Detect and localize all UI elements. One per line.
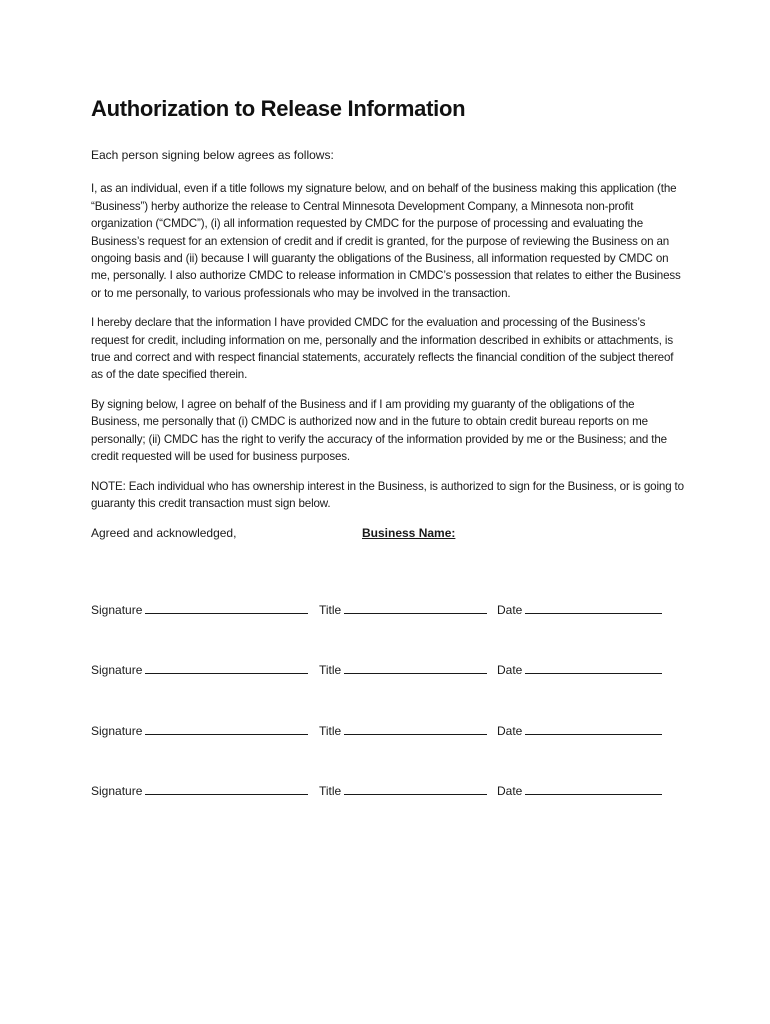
- note-paragraph: NOTE: Each individual who has ownership interest in the Business, is authorized to sign for the Business, or is going to guaranty this credit transaction must sign below.: [91, 479, 684, 510]
- signature-row: [91, 722, 691, 740]
- authorization-paragraph: I, as an individual, even if a title follows my signature below, and on behalf of the business making this application (the “Business”) herby authorize the release to Central Minnesota Development Company, a Minnesota non-profit organization (“CMDC”), (i) all information requested by CMDC for the purpose of processing and evaluating the Business’s request for an extension of credit and if credit is granted, for the purpose of reviewing the Business on an ongoing basis and (ii) because I will guaranty the obligations of the Business, all information requested by CMDC on me, personally. I also authorize CMDC to release information in CMDC’s possession that relates to either the Business or to me personally, to various professionals who may be involved in the transaction.: [91, 182, 681, 300]
- title-field[interactable]: [344, 782, 487, 795]
- title-field[interactable]: [344, 661, 487, 674]
- signature-label: Signature: [91, 724, 143, 738]
- agreed-label: Agreed and acknowledged,: [91, 526, 237, 541]
- signature-label: Signature: [91, 663, 143, 677]
- signature-field[interactable]: [145, 782, 308, 795]
- title-label: Title: [319, 724, 342, 738]
- signature-row: [91, 601, 691, 619]
- signature-label: Signature: [91, 784, 143, 798]
- agreement-paragraph: By signing below, I agree on behalf of the Business and if I am providing my guaranty of the obligations of the Business, me personally that (i) CMDC is authorized now and in the future to obtain credit bureau reports on me personally; (ii) CMDC has the right to verify the accuracy of the information provided by me or the Business; and the credit requested will be used for business purposes.: [91, 397, 667, 464]
- signature-row: [91, 661, 691, 679]
- date-field[interactable]: [525, 661, 662, 674]
- date-label: Date: [497, 784, 523, 798]
- acknowledgement-row: [91, 524, 685, 542]
- date-field[interactable]: [525, 601, 662, 614]
- date-field[interactable]: [525, 722, 662, 735]
- signature-field[interactable]: [145, 661, 308, 674]
- date-label: Date: [497, 724, 523, 738]
- declaration-paragraph: I hereby declare that the information I have provided CMDC for the evaluation and processing of the Business’s request for credit, including information on me, personally and the information described in exhibits or attachments, is true and correct and with respect financial statements, accurately reflects the financial condition of the subject thereof as of the date specified therein.: [91, 316, 674, 382]
- signature-field[interactable]: [145, 601, 308, 614]
- title-label: Title: [319, 784, 342, 798]
- signature-label: Signature: [91, 603, 143, 617]
- document-body: [91, 95, 685, 542]
- date-label: Date: [497, 603, 523, 617]
- date-label: Date: [497, 663, 523, 677]
- signature-row: [91, 782, 691, 800]
- signature-field[interactable]: [145, 722, 308, 735]
- business-name-label: Business Name:: [362, 526, 456, 541]
- title-field[interactable]: [344, 722, 487, 735]
- title-field[interactable]: [344, 601, 487, 614]
- date-field[interactable]: [525, 782, 662, 795]
- title-label: Title: [319, 603, 342, 617]
- intro-text: Each person signing below agrees as follows:: [91, 148, 334, 162]
- title-label: Title: [319, 663, 342, 677]
- document-title: Authorization to Release Information: [91, 96, 466, 121]
